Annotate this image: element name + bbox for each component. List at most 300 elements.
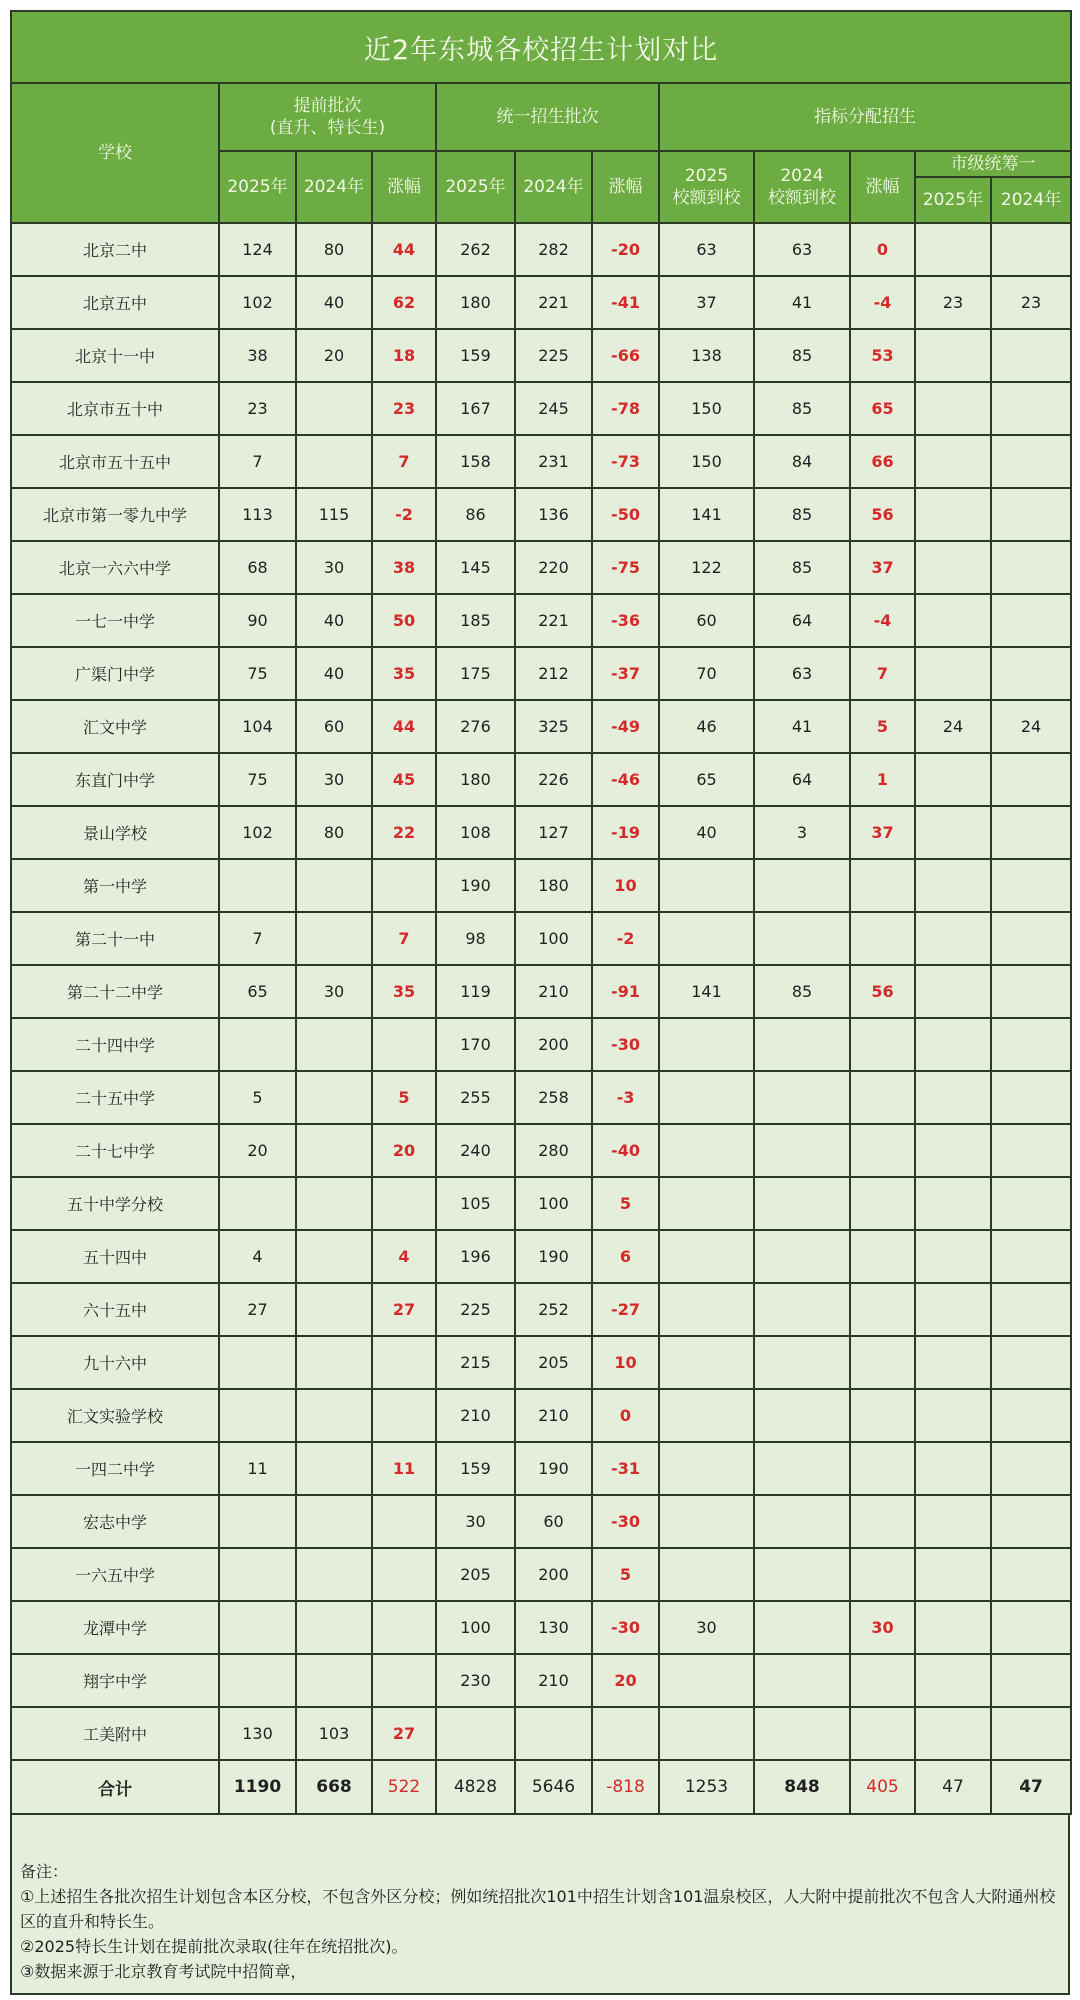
table-row	[11, 223, 1071, 276]
cell-early-2024	[296, 1071, 372, 1124]
cell-early-2025	[219, 1654, 296, 1707]
cell-quota-2025	[659, 1177, 754, 1230]
cell-quota-2025	[659, 1283, 754, 1336]
cell-unified-2025: 225	[436, 1283, 515, 1336]
cell-school: 第一中学	[11, 859, 219, 912]
cell-school: 北京市五十五中	[11, 435, 219, 488]
cell-early-2025	[219, 1548, 296, 1601]
cell-school: 二十七中学	[11, 1124, 219, 1177]
cell-unified-2025: 262	[436, 223, 515, 276]
cell-unified-change: -41	[592, 276, 659, 329]
cell-early-2024	[296, 1230, 372, 1283]
cell-city-2024	[991, 1230, 1071, 1283]
table-row	[11, 1230, 1071, 1283]
cell-quota-change	[850, 912, 915, 965]
cell-quota-change: 37	[850, 806, 915, 859]
cell-school: 汇文实验学校	[11, 1389, 219, 1442]
cell-city-2025	[915, 1601, 991, 1654]
header-quota-2025: 2025 校额到校	[659, 151, 754, 223]
cell-quota-2024	[754, 1707, 850, 1760]
table-row	[11, 806, 1071, 859]
cell-quota-2025: 141	[659, 488, 754, 541]
cell-quota-2025: 138	[659, 329, 754, 382]
cell-school: 一六五中学	[11, 1548, 219, 1601]
cell-early-change: -2	[372, 488, 436, 541]
cell-early-2025	[219, 1389, 296, 1442]
cell-unified-2025: 159	[436, 329, 515, 382]
cell-unified-2025: 108	[436, 806, 515, 859]
table-row	[11, 1654, 1071, 1707]
cell-school: 宏志中学	[11, 1495, 219, 1548]
cell-quota-2024	[754, 1124, 850, 1177]
table-row	[11, 1336, 1071, 1389]
cell-unified-2025: 196	[436, 1230, 515, 1283]
cell-early-change: 45	[372, 753, 436, 806]
cell-city-2025	[915, 594, 991, 647]
table-row	[11, 1124, 1071, 1177]
cell-quota-2025	[659, 1707, 754, 1760]
cell-quota-2025	[659, 1495, 754, 1548]
cell-early-2024: 115	[296, 488, 372, 541]
cell-early-2024: 40	[296, 647, 372, 700]
cell-quota-2024	[754, 1601, 850, 1654]
cell-unified-change: 5	[592, 1177, 659, 1230]
cell-city-2025	[915, 1495, 991, 1548]
cell-quota-2025	[659, 1654, 754, 1707]
cell-unified-2025: 276	[436, 700, 515, 753]
cell-unified-change: -37	[592, 647, 659, 700]
table-row	[11, 1601, 1071, 1654]
cell-unified-2025: 210	[436, 1389, 515, 1442]
cell-quota-2024	[754, 912, 850, 965]
cell-quota-2024: 63	[754, 647, 850, 700]
cell-city-2024	[991, 541, 1071, 594]
cell-early-change: 522	[372, 1760, 436, 1814]
cell-quota-2025: 40	[659, 806, 754, 859]
header-early-2025: 2025年	[219, 151, 296, 223]
cell-city-2024	[991, 223, 1071, 276]
cell-quota-change: 5	[850, 700, 915, 753]
table-row	[11, 541, 1071, 594]
cell-city-2025	[915, 1336, 991, 1389]
cell-city-2024	[991, 594, 1071, 647]
cell-city-2024	[991, 1071, 1071, 1124]
cell-city-2024	[991, 1654, 1071, 1707]
header-unified-2024: 2024年	[515, 151, 592, 223]
cell-early-change: 18	[372, 329, 436, 382]
cell-quota-change	[850, 1018, 915, 1071]
cell-quota-change	[850, 1230, 915, 1283]
cell-unified-change: 10	[592, 1336, 659, 1389]
cell-early-change: 23	[372, 382, 436, 435]
cell-quota-change: 37	[850, 541, 915, 594]
cell-unified-2024	[515, 1707, 592, 1760]
cell-quota-2024	[754, 1442, 850, 1495]
cell-city-2024	[991, 1707, 1071, 1760]
cell-early-change	[372, 1495, 436, 1548]
header-early-change: 涨幅	[372, 151, 436, 223]
cell-quota-change: 405	[850, 1760, 915, 1814]
cell-unified-change: -40	[592, 1124, 659, 1177]
cell-unified-2024: 245	[515, 382, 592, 435]
cell-early-2025: 75	[219, 647, 296, 700]
cell-quota-2024: 85	[754, 541, 850, 594]
cell-quota-2025: 150	[659, 382, 754, 435]
cell-quota-change: 30	[850, 1601, 915, 1654]
cell-unified-change: 6	[592, 1230, 659, 1283]
cell-city-2025	[915, 912, 991, 965]
cell-early-2024	[296, 1389, 372, 1442]
cell-unified-2024: 127	[515, 806, 592, 859]
cell-city-2025	[915, 753, 991, 806]
cell-school: 东直门中学	[11, 753, 219, 806]
cell-unified-2025: 215	[436, 1336, 515, 1389]
cell-unified-2025: 86	[436, 488, 515, 541]
table-row	[11, 1283, 1071, 1336]
cell-school: 五十四中	[11, 1230, 219, 1283]
cell-unified-change: -78	[592, 382, 659, 435]
cell-city-2025	[915, 488, 991, 541]
cell-early-change	[372, 1601, 436, 1654]
cell-early-2025: 23	[219, 382, 296, 435]
cell-unified-change: -27	[592, 1283, 659, 1336]
cell-city-2024	[991, 435, 1071, 488]
header-unified-2025: 2025年	[436, 151, 515, 223]
cell-city-2024	[991, 806, 1071, 859]
cell-unified-2025: 175	[436, 647, 515, 700]
cell-quota-change: -4	[850, 276, 915, 329]
cell-early-2024	[296, 1654, 372, 1707]
header-quota-2024: 2024 校额到校	[754, 151, 850, 223]
cell-early-2024	[296, 859, 372, 912]
cell-quota-2024	[754, 1177, 850, 1230]
cell-early-2025: 65	[219, 965, 296, 1018]
cell-quota-change	[850, 1177, 915, 1230]
cell-city-2024	[991, 329, 1071, 382]
cell-city-2025	[915, 541, 991, 594]
cell-unified-change: -46	[592, 753, 659, 806]
cell-unified-2025: 167	[436, 382, 515, 435]
cell-quota-change	[850, 1442, 915, 1495]
cell-city-2025	[915, 329, 991, 382]
cell-early-change	[372, 1389, 436, 1442]
cell-quota-2024: 84	[754, 435, 850, 488]
cell-unified-2025: 170	[436, 1018, 515, 1071]
cell-unified-2024: 280	[515, 1124, 592, 1177]
header-unified-change: 涨幅	[592, 151, 659, 223]
cell-unified-2024: 212	[515, 647, 592, 700]
cell-quota-2025: 122	[659, 541, 754, 594]
cell-city-2025: 24	[915, 700, 991, 753]
cell-early-2025: 104	[219, 700, 296, 753]
cell-quota-2024: 64	[754, 753, 850, 806]
cell-city-2024: 47	[991, 1760, 1071, 1814]
cell-early-2025	[219, 1601, 296, 1654]
table-row	[11, 912, 1071, 965]
cell-unified-2024: 220	[515, 541, 592, 594]
cell-unified-2024: 190	[515, 1230, 592, 1283]
cell-quota-2024	[754, 1495, 850, 1548]
cell-city-2025	[915, 1707, 991, 1760]
note-3: ③数据来源于北京教育考试院中招简章，	[20, 1962, 307, 1981]
cell-quota-2025	[659, 1548, 754, 1601]
header-quota-allocation: 指标分配招生	[659, 83, 1071, 151]
notes-heading: 备注：	[20, 1862, 69, 1881]
cell-unified-2024: 210	[515, 965, 592, 1018]
cell-city-2024	[991, 382, 1071, 435]
cell-unified-2024: 200	[515, 1018, 592, 1071]
cell-early-change: 7	[372, 435, 436, 488]
cell-school: 一四二中学	[11, 1442, 219, 1495]
cell-quota-change: 1	[850, 753, 915, 806]
cell-unified-2024: 231	[515, 435, 592, 488]
cell-city-2024	[991, 488, 1071, 541]
cell-city-2024	[991, 1495, 1071, 1548]
cell-city-2025	[915, 965, 991, 1018]
cell-quota-2025: 46	[659, 700, 754, 753]
cell-unified-2024: 282	[515, 223, 592, 276]
cell-city-2024	[991, 1389, 1071, 1442]
cell-early-2024	[296, 1124, 372, 1177]
cell-unified-2025: 4828	[436, 1760, 515, 1814]
cell-city-2025: 47	[915, 1760, 991, 1814]
cell-quota-2025	[659, 1071, 754, 1124]
cell-unified-2024: 205	[515, 1336, 592, 1389]
table-row	[11, 1389, 1071, 1442]
table-row	[11, 965, 1071, 1018]
cell-city-2025	[915, 1389, 991, 1442]
cell-city-2024	[991, 753, 1071, 806]
cell-early-2025: 7	[219, 435, 296, 488]
cell-city-2025	[915, 859, 991, 912]
cell-unified-2024: 258	[515, 1071, 592, 1124]
cell-city-2024	[991, 1018, 1071, 1071]
cell-quota-2025: 150	[659, 435, 754, 488]
cell-school: 龙潭中学	[11, 1601, 219, 1654]
cell-early-2025: 7	[219, 912, 296, 965]
cell-city-2025	[915, 223, 991, 276]
cell-quota-change	[850, 1548, 915, 1601]
table-title: 近2年东城各校招生计划对比	[11, 11, 1071, 83]
cell-quota-change	[850, 859, 915, 912]
cell-early-2024: 103	[296, 1707, 372, 1760]
cell-early-2025: 4	[219, 1230, 296, 1283]
cell-unified-2024: 5646	[515, 1760, 592, 1814]
cell-unified-change: 10	[592, 859, 659, 912]
cell-school: 北京市五十中	[11, 382, 219, 435]
cell-city-2025	[915, 1018, 991, 1071]
cell-early-2025: 68	[219, 541, 296, 594]
cell-school: 广渠门中学	[11, 647, 219, 700]
cell-quota-2024	[754, 1071, 850, 1124]
cell-quota-2024: 85	[754, 382, 850, 435]
table-row	[11, 1018, 1071, 1071]
cell-quota-2024: 848	[754, 1760, 850, 1814]
cell-unified-change: -30	[592, 1495, 659, 1548]
cell-quota-change	[850, 1283, 915, 1336]
header-school: 学校	[11, 83, 219, 223]
cell-early-2024: 80	[296, 806, 372, 859]
table-row	[11, 1177, 1071, 1230]
cell-early-2024	[296, 1442, 372, 1495]
cell-early-2025	[219, 859, 296, 912]
cell-early-change	[372, 1548, 436, 1601]
cell-early-change: 62	[372, 276, 436, 329]
cell-early-2024: 80	[296, 223, 372, 276]
cell-early-change: 35	[372, 965, 436, 1018]
cell-city-2025	[915, 435, 991, 488]
cell-early-2024	[296, 1018, 372, 1071]
cell-early-2024: 60	[296, 700, 372, 753]
cell-school: 景山学校	[11, 806, 219, 859]
header-unified-batch: 统一招生批次	[436, 83, 659, 151]
cell-early-2025: 20	[219, 1124, 296, 1177]
header-early-2024: 2024年	[296, 151, 372, 223]
cell-unified-2025: 98	[436, 912, 515, 965]
table-row	[11, 859, 1071, 912]
table-row	[11, 753, 1071, 806]
cell-quota-2025: 1253	[659, 1760, 754, 1814]
cell-quota-2024: 85	[754, 965, 850, 1018]
cell-early-2024	[296, 435, 372, 488]
cell-quota-change	[850, 1071, 915, 1124]
cell-city-2025	[915, 647, 991, 700]
cell-school: 北京十一中	[11, 329, 219, 382]
cell-unified-2025: 145	[436, 541, 515, 594]
cell-early-2024: 668	[296, 1760, 372, 1814]
cell-unified-2024: 60	[515, 1495, 592, 1548]
cell-school: 工美附中	[11, 1707, 219, 1760]
cell-unified-2024: 325	[515, 700, 592, 753]
cell-city-2024	[991, 647, 1071, 700]
cell-early-2025	[219, 1018, 296, 1071]
cell-school: 二十四中学	[11, 1018, 219, 1071]
cell-unified-2025: 30	[436, 1495, 515, 1548]
cell-quota-2024: 3	[754, 806, 850, 859]
cell-quota-2025	[659, 912, 754, 965]
note-1: ①上述招生各批次招生计划包含本区分校，不包含外区分校；例如统招批次101中招生计划含101温泉校区，人大附中提前批次不包含人大附通州校区的直升和特长生。	[20, 1887, 1056, 1931]
cell-quota-change	[850, 1124, 915, 1177]
cell-quota-2025: 63	[659, 223, 754, 276]
cell-unified-change: -36	[592, 594, 659, 647]
cell-unified-change: -30	[592, 1601, 659, 1654]
cell-unified-2025: 105	[436, 1177, 515, 1230]
cell-city-2024	[991, 1442, 1071, 1495]
cell-early-2025: 90	[219, 594, 296, 647]
cell-city-2024	[991, 965, 1071, 1018]
cell-quota-2025: 65	[659, 753, 754, 806]
header-early-batch: 提前批次 (直升、特长生)	[219, 83, 436, 151]
cell-early-2025: 113	[219, 488, 296, 541]
cell-early-2025: 11	[219, 1442, 296, 1495]
cell-early-2024	[296, 1283, 372, 1336]
cell-quota-2024: 41	[754, 700, 850, 753]
cell-unified-2025: 255	[436, 1071, 515, 1124]
cell-quota-2024	[754, 1018, 850, 1071]
cell-school: 第二十二中学	[11, 965, 219, 1018]
cell-early-2025: 5	[219, 1071, 296, 1124]
cell-early-2024: 30	[296, 753, 372, 806]
cell-early-2025: 27	[219, 1283, 296, 1336]
table-row	[11, 435, 1071, 488]
cell-unified-2024: 100	[515, 1177, 592, 1230]
cell-school: 北京一六六中学	[11, 541, 219, 594]
header-city-2024: 2024年	[991, 177, 1071, 223]
cell-unified-2024: 200	[515, 1548, 592, 1601]
cell-city-2024: 23	[991, 276, 1071, 329]
cell-quota-2025	[659, 1442, 754, 1495]
cell-early-2024: 30	[296, 541, 372, 594]
cell-school: 五十中学分校	[11, 1177, 219, 1230]
cell-city-2024	[991, 1336, 1071, 1389]
table-row	[11, 382, 1071, 435]
cell-unified-2024: 100	[515, 912, 592, 965]
cell-school: 九十六中	[11, 1336, 219, 1389]
cell-school: 汇文中学	[11, 700, 219, 753]
cell-quota-2024: 63	[754, 223, 850, 276]
notes-section	[10, 1815, 1070, 1995]
cell-city-2024	[991, 1548, 1071, 1601]
cell-quota-2024	[754, 1336, 850, 1389]
cell-quota-2025	[659, 1018, 754, 1071]
cell-city-2025	[915, 1124, 991, 1177]
cell-city-2025	[915, 806, 991, 859]
enrollment-comparison-sheet	[10, 10, 1070, 1995]
cell-quota-change	[850, 1336, 915, 1389]
cell-early-change: 35	[372, 647, 436, 700]
cell-early-2024	[296, 1336, 372, 1389]
cell-quota-change	[850, 1654, 915, 1707]
cell-unified-change: -75	[592, 541, 659, 594]
cell-quota-2025: 30	[659, 1601, 754, 1654]
cell-school: 六十五中	[11, 1283, 219, 1336]
cell-quota-change	[850, 1389, 915, 1442]
cell-city-2025: 23	[915, 276, 991, 329]
cell-early-2025: 102	[219, 276, 296, 329]
cell-unified-change: -49	[592, 700, 659, 753]
header-city-coordination: 市级统筹一	[915, 151, 1071, 177]
header-city-2025: 2025年	[915, 177, 991, 223]
cell-quota-change: 65	[850, 382, 915, 435]
cell-unified-2024: 221	[515, 594, 592, 647]
cell-city-2024	[991, 1283, 1071, 1336]
cell-city-2025	[915, 1177, 991, 1230]
cell-city-2025	[915, 1283, 991, 1336]
cell-quota-change: -4	[850, 594, 915, 647]
cell-early-change	[372, 1654, 436, 1707]
cell-quota-2024: 64	[754, 594, 850, 647]
cell-early-2024	[296, 382, 372, 435]
cell-early-2024	[296, 1601, 372, 1654]
cell-city-2024	[991, 1177, 1071, 1230]
cell-city-2025	[915, 1230, 991, 1283]
cell-city-2025	[915, 382, 991, 435]
cell-city-2024	[991, 1601, 1071, 1654]
cell-unified-2025: 205	[436, 1548, 515, 1601]
cell-quota-2024	[754, 1230, 850, 1283]
table-row	[11, 1707, 1071, 1760]
cell-city-2024	[991, 1124, 1071, 1177]
cell-quota-change: 56	[850, 488, 915, 541]
cell-early-2025	[219, 1177, 296, 1230]
cell-city-2025	[915, 1442, 991, 1495]
cell-quota-2024	[754, 1548, 850, 1601]
cell-unified-2025: 185	[436, 594, 515, 647]
cell-unified-2024: 226	[515, 753, 592, 806]
cell-early-change	[372, 1018, 436, 1071]
cell-early-change: 7	[372, 912, 436, 965]
cell-quota-change: 53	[850, 329, 915, 382]
